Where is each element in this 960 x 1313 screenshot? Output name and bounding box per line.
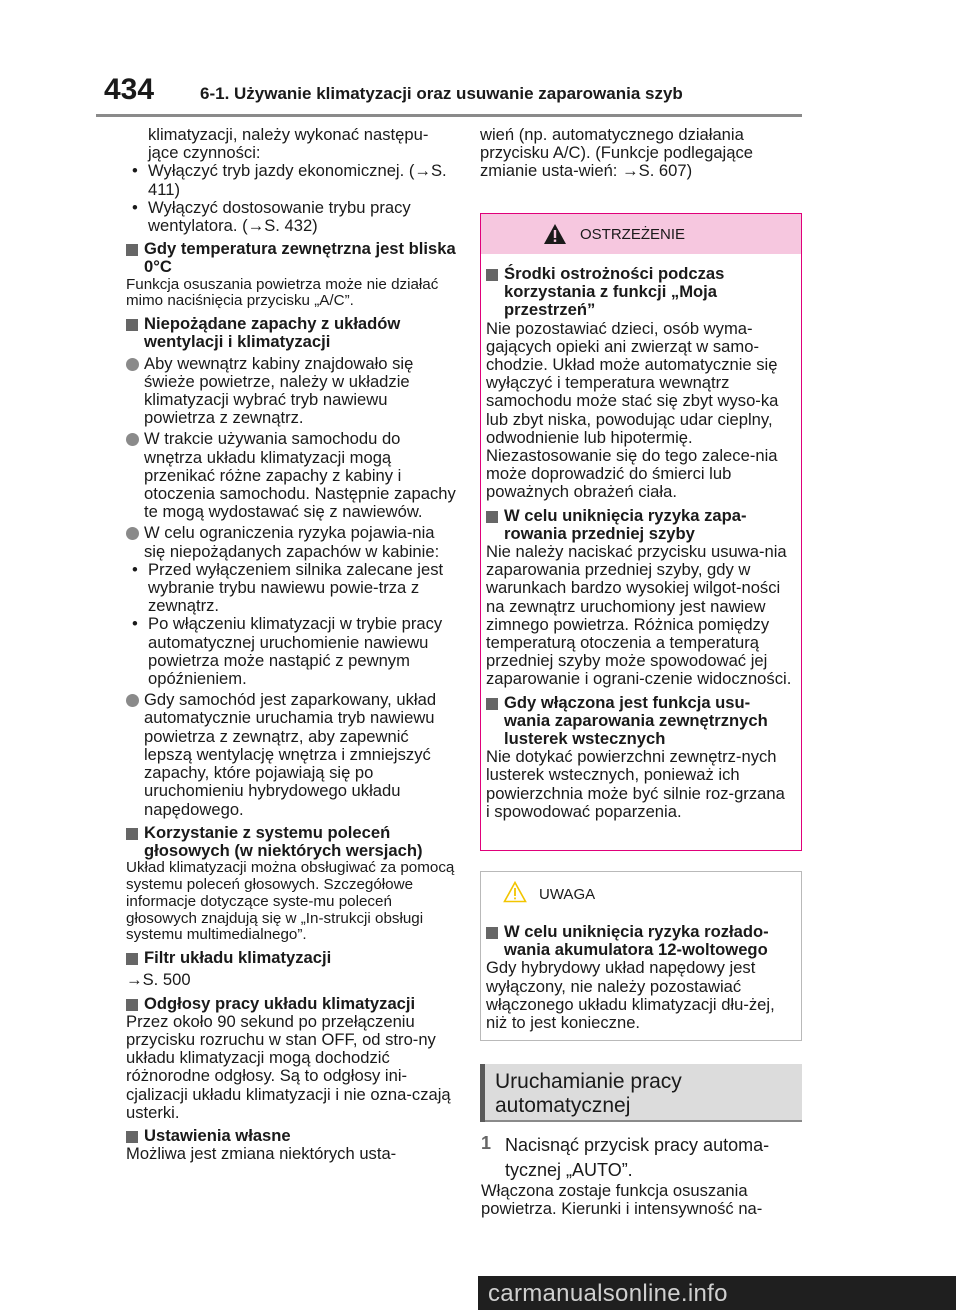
notice-text: Gdy hybrydowy układ napędowy jest wyłączony, nie należy pozostawiać włączonego układu klimatyzacji dłu-żej, niż to jest konieczne. <box>486 958 775 1033</box>
warning-heading: W celu uniknięcia ryzyka zapa-rowania przedniej szyby <box>486 507 792 543</box>
chapter-title: 6-1. Używanie klimatyzacji oraz usuwanie zaparowania szyb <box>200 84 683 103</box>
bullet-item: • Wyłączyć dostosowanie trybu pracy wentylatora. (→S. 432) <box>126 199 458 235</box>
section-title: Uruchamianie pracy automatycznej <box>495 1070 682 1117</box>
step-description: Włączona zostaje funkcja osuszania powietrza. Kierunki i intensywność na- <box>481 1181 763 1219</box>
watermark-banner <box>478 1276 956 1310</box>
warning-title: OSTRZEŻENIE <box>580 226 686 243</box>
warning-heading: Gdy włączona jest funkcja usu-wania zaparowania zewnętrznych lusterek wstecznych <box>486 694 792 749</box>
circle-item: Aby wewnątrz kabiny znajdowało się świeże powietrze, należy w układzie klimatyzacji wybrać tryb nawiewu powietrza z zewnątrz. <box>126 355 458 428</box>
bullet-item: • Wyłączyć tryb jazdy ekonomicznej. (→S. 411) <box>126 162 458 198</box>
bullet-item: • Przed wyłączeniem silnika zalecane jest wybranie trybu nawiewu powie-trza z zewnątrz. <box>126 561 458 616</box>
section-heading: Filtr układu klimatyzacji <box>126 949 458 967</box>
notice-body <box>486 918 792 1032</box>
warning-text: Nie należy naciskać przycisku usuwa-nia zaparowania przedniej szyby, gdy w warunkach bardzo wysokiej wilgot-ności na zewnątrz uruchomiony jest nawiew zimnego powietrza. Różnica pomiędzy temperaturą otoczenia a temperaturą przedniej szyby może spowodować jej zaparowanie i ograni-czenie widoczności. <box>486 542 792 689</box>
right-column-continued <box>480 126 804 181</box>
section-heading: Odgłosy pracy układu klimatyzacji <box>126 995 458 1013</box>
warning-body <box>486 260 792 821</box>
watermark-text: carmanualsonline.info <box>488 1280 728 1307</box>
bullet-item: • Po włączeniu klimatyzacji w trybie pracy automatycznej uruchomienie nawiewu powietrza może nastąpić z pewnym opóźnieniem. <box>126 615 458 688</box>
intro-text: klimatyzacji, należy wykonać następu-jące czynności: <box>148 125 429 163</box>
page-number: 434 <box>104 73 155 106</box>
caution-triangle-icon <box>503 881 527 908</box>
circle-item: W trakcie używania samochodu do wnętrza układu klimatyzacji mogą przenikać różne zapachy z kabiny i otoczenia samochodu. Następnie zapachy te mogą wydostawać się z nawiewów. <box>126 430 458 521</box>
notice-header <box>481 872 801 912</box>
notice-title: UWAGA <box>539 886 596 903</box>
warning-box <box>480 213 802 851</box>
section-heading: Ustawienia własne <box>126 1127 458 1145</box>
step-number: 1 <box>481 1133 492 1153</box>
notice-box <box>480 871 802 1041</box>
warning-header <box>481 214 801 254</box>
section-text: →S. 500 <box>126 970 191 990</box>
circle-item: W celu ograniczenia ryzyka pojawia-nia się niepożądanych zapachów w kabinie: <box>126 524 458 560</box>
warning-triangle-icon <box>543 223 567 250</box>
continued-text: wień (np. automatycznego działania przycisku A/C). (Funkcje podlegające zmianie usta-wień: →S. 607) <box>480 125 753 181</box>
header-rule <box>96 114 802 117</box>
notice-heading: W celu uniknięcia ryzyka rozłado-wania akumulatora 12-woltowego <box>486 923 792 959</box>
section-text: Funkcja osuszania powietrza może nie działać mimo naciśnięcia przycisku „A/C”. <box>126 275 439 310</box>
warning-text: Nie dotykać powierzchni zewnętrz-nych lusterek wstecznych, ponieważ ich powierzchnia może być silnie roz-grzana i spowodować poparzenia. <box>486 747 785 821</box>
section-heading: Korzystanie z systemu poleceń głosowych (w niektórych wersjach) <box>126 824 458 860</box>
section-text: Układ klimatyzacji można obsługiwać za pomocą systemu poleceń głosowych. Szczegółowe informacje dotyczące syste-mu poleceń głosowych znajdują się w „In-strukcji obsługi systemu multimedialnego”. <box>126 859 455 944</box>
warning-heading: Środki ostrożności podczas korzystania z funkcji „Moja przestrzeń” <box>486 265 792 320</box>
circle-item: Gdy samochód jest zaparkowany, układ automatycznie uruchamia tryb nawiewu powietrza z zewnątrz, aby zapewnić lepszą wentylację wnętrza i zmniejszyć zapachy, które pojawiają się po uruchomieniu hybrydowego układu napędowego. <box>126 691 458 818</box>
section-heading-box <box>480 1064 802 1122</box>
section-heading: Gdy temperatura zewnętrzna jest bliska 0°C <box>126 240 458 276</box>
section-heading: Niepożądane zapachy z układów wentylacji i klimatyzacji <box>126 315 458 351</box>
step-text: Nacisnąć przycisk pracy automa-tycznej „AUTO”. <box>505 1135 770 1180</box>
section-text: Możliwa jest zmiana niektórych usta- <box>126 1144 397 1164</box>
section-text: Przez około 90 sekund po przełączeniu przycisku rozruchu w stan OFF, od stro-ny układu klimatyzacji mogą dochodzić różnorodne odgłosy. Są to odgłosy ini-cjalizacji układu klimatyzacji i nie ozna-czają usterki. <box>126 1011 451 1122</box>
warning-text: Nie pozostawiać dzieci, osób wyma-gających opieki ani zwierząt w samo-chodzie. Układ może automatycznie się wyłączyć i temperatura wewnątrz samochodu może stać się zbyt wyso-ka lub zbyt niska, powodując udar cieplny, odwodnienie lub hipotermię. Niezastosowanie się do tego zalece-nia może doprowadzić do śmierci lub poważnych obrażeń ciała. <box>486 318 779 502</box>
left-column <box>126 126 458 1163</box>
section-accent-bar <box>480 1064 485 1122</box>
